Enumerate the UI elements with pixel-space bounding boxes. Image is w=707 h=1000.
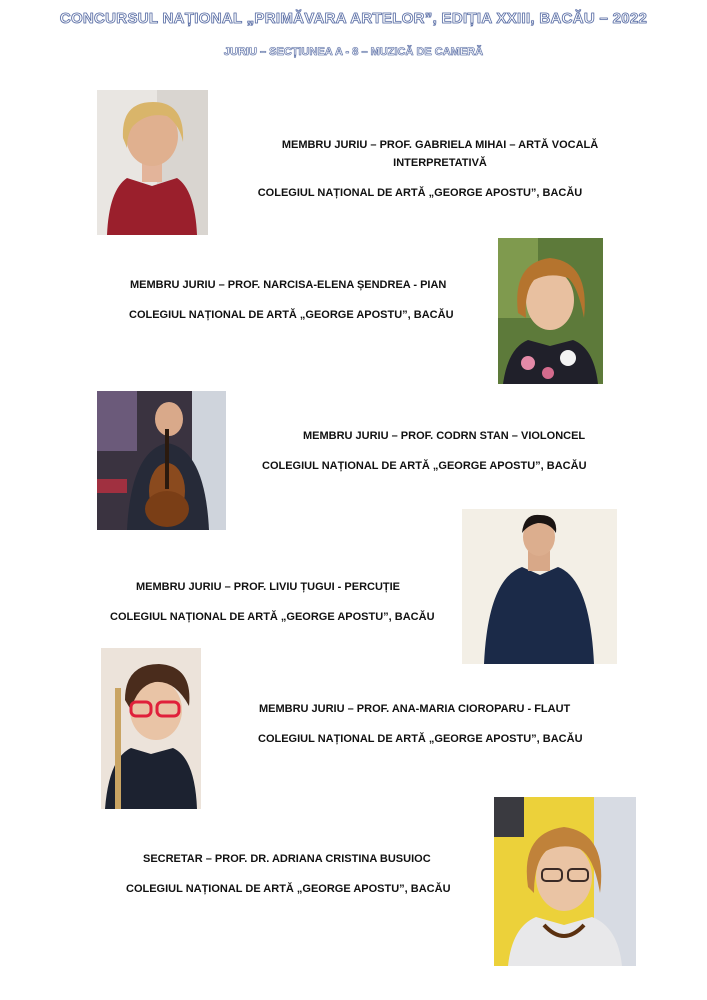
photo-gabriela-mihai — [97, 90, 208, 235]
photo-adriana-busuioc — [494, 797, 636, 966]
member-1-role-cont: INTERPRETATIVĂ — [393, 157, 487, 169]
member-2-role: MEMBRU JURIU – PROF. NARCISA-ELENA ȘENDREA - PIAN — [130, 279, 447, 291]
member-4-institution: COLEGIUL NAȚIONAL DE ARTĂ „GEORGE APOSTU”, BACĂU — [110, 611, 435, 623]
member-1-institution: COLEGIUL NAȚIONAL DE ARTĂ „GEORGE APOSTU”, BACĂU — [257, 187, 583, 199]
page-subtitle: JURIU – SECȚIUNEA A - 8 – MUZICĂ DE CAMERĂ — [223, 46, 484, 58]
photo-narcisa-sendrea — [498, 238, 603, 384]
photo-ana-maria-cioroparu — [101, 648, 201, 809]
member-5-institution: COLEGIUL NAȚIONAL DE ARTĂ „GEORGE APOSTU”, BACĂU — [258, 733, 583, 745]
member-3-role: MEMBRU JURIU – PROF. CODRN STAN – VIOLONCEL — [303, 430, 586, 442]
page-title: CONCURSUL NAȚIONAL „PRIMĂVARA ARTELOR”, EDIȚIA XXIII, BACĂU – 2022 — [59, 10, 648, 27]
photo-liviu-tugui — [462, 509, 617, 664]
photo-codrn-stan — [97, 391, 226, 530]
member-5-role: MEMBRU JURIU – PROF. ANA-MARIA CIOROPARU - FLAUT — [259, 703, 571, 715]
member-1-role: MEMBRU JURIU – PROF. GABRIELA MIHAI – ARTĂ VOCALĂ — [281, 139, 599, 151]
secretary-institution: COLEGIUL NAȚIONAL DE ARTĂ „GEORGE APOSTU”, BACĂU — [126, 883, 451, 895]
member-2-institution: COLEGIUL NAȚIONAL DE ARTĂ „GEORGE APOSTU”, BACĂU — [129, 309, 454, 321]
member-3-institution: COLEGIUL NAȚIONAL DE ARTĂ „GEORGE APOSTU”, BACĂU — [262, 460, 587, 472]
member-4-role: MEMBRU JURIU – PROF. LIVIU ȚUGUI - PERCUȚIE — [136, 581, 401, 593]
secretary-role: SECRETAR – PROF. DR. ADRIANA CRISTINA BUSUIOC — [143, 853, 431, 865]
